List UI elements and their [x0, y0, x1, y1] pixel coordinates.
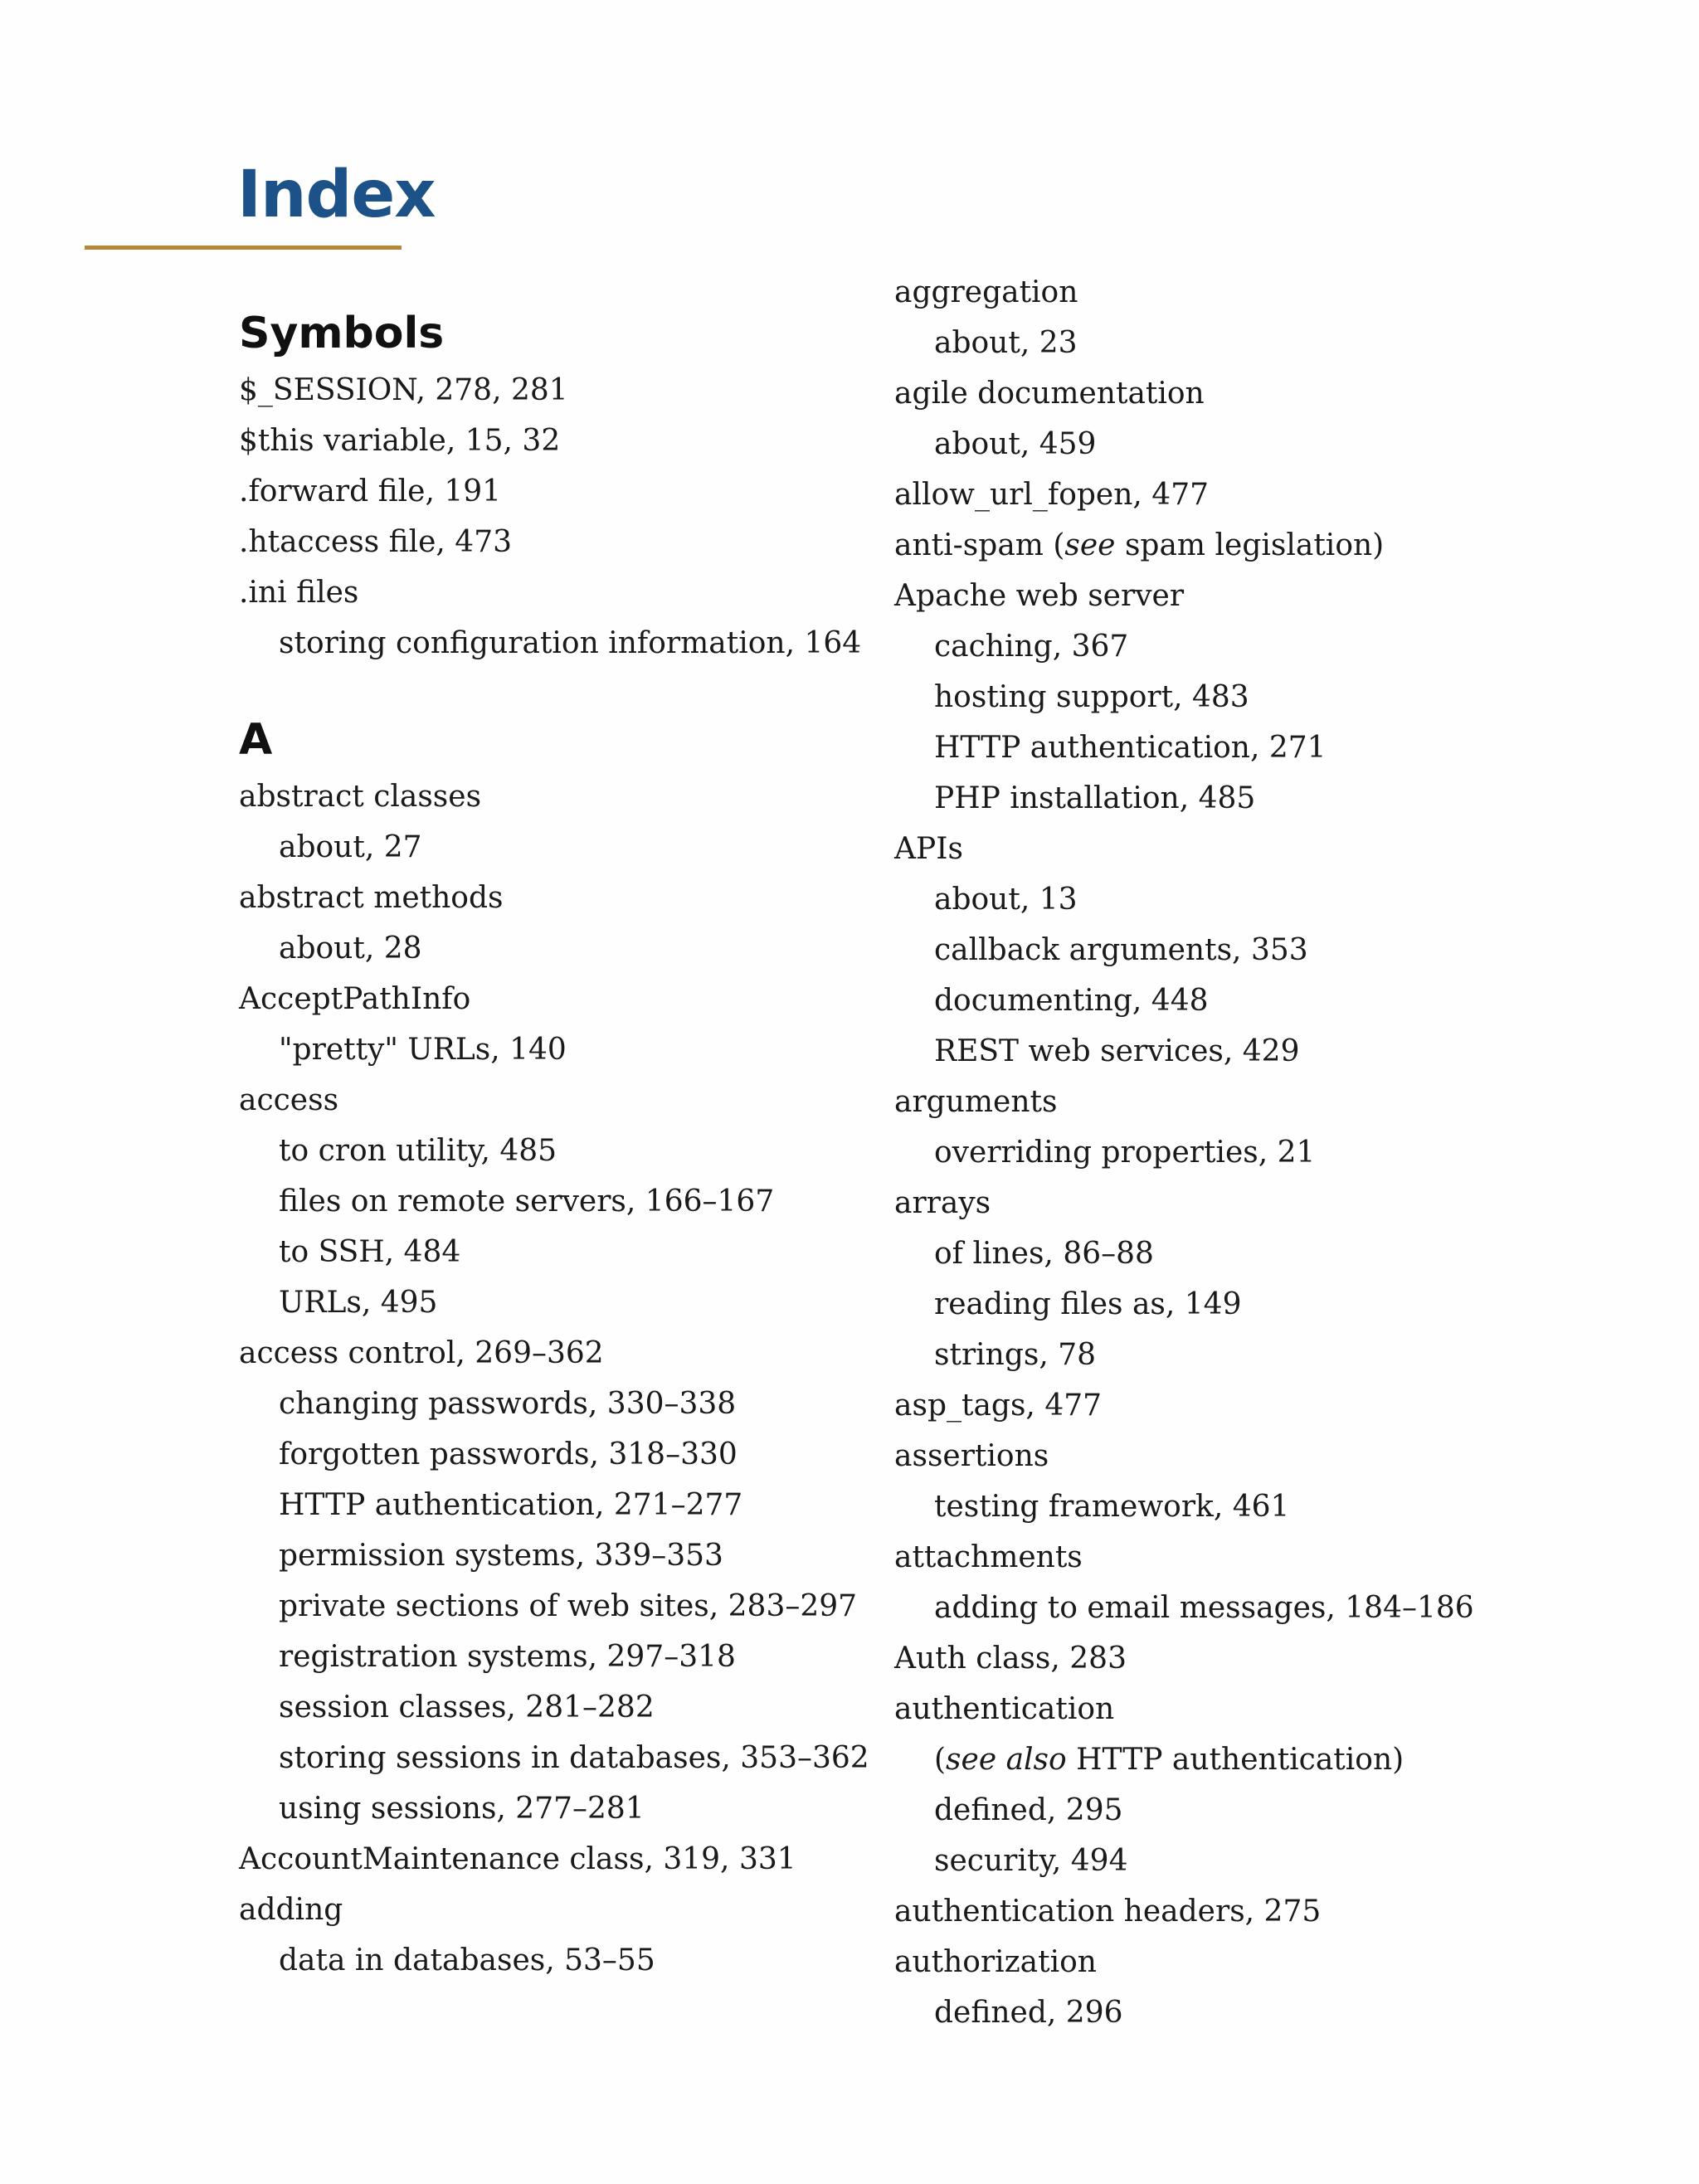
- index-entry: [894, 1077, 1474, 1127]
- entry-text: session classes, 281–282: [279, 1690, 655, 1724]
- entry-text: adding: [239, 1893, 343, 1927]
- entry-text: arguments: [894, 1085, 1058, 1119]
- entry-text: attachments: [894, 1540, 1083, 1574]
- index-subentry: [239, 1682, 869, 1733]
- entry-text: access control, 269–362: [239, 1336, 604, 1370]
- index-subentry: [894, 722, 1474, 773]
- index-subentry: [239, 1176, 869, 1227]
- entry-text: abstract methods: [239, 881, 504, 915]
- entry-text: AcceptPathInfo: [239, 982, 471, 1016]
- entry-text: permission systems, 339–353: [279, 1539, 723, 1573]
- index-entry: [894, 1937, 1474, 1987]
- index-entry: [894, 368, 1474, 419]
- entry-text: using sessions, 277–281: [279, 1792, 645, 1826]
- entry-text: about, 27: [279, 830, 422, 864]
- index-subentry: [894, 1583, 1474, 1633]
- index-entry: [894, 1380, 1474, 1431]
- index-subentry: [239, 1379, 869, 1429]
- index-subentry: [894, 1836, 1474, 1886]
- entry-text: arrays: [894, 1186, 991, 1220]
- entry-text: callback arguments, 353: [934, 933, 1308, 967]
- entry-text: private sections of web sites, 283–297: [279, 1589, 858, 1623]
- index-subentry: [894, 318, 1474, 368]
- entry-text: "pretty" URLs, 140: [279, 1033, 567, 1067]
- entry-text: HTTP authentication, 271: [934, 731, 1327, 765]
- index-entry: [239, 416, 869, 466]
- section-heading: Symbols: [239, 309, 445, 358]
- index-entry: [239, 974, 869, 1024]
- entry-text: forgotten passwords, 318–330: [279, 1437, 738, 1471]
- index-entry: [894, 1431, 1474, 1481]
- entry-text: to SSH, 484: [279, 1235, 461, 1269]
- entry-text: security, 494: [934, 1844, 1128, 1878]
- index-subentry: [894, 1026, 1474, 1077]
- index-subentry: [239, 1935, 869, 1986]
- index-subentry: [239, 1024, 869, 1075]
- entry-text: .htaccess file, 473: [239, 525, 513, 559]
- entry-text: changing passwords, 330–338: [279, 1387, 737, 1421]
- index-subentry: [894, 925, 1474, 975]
- index-subentry: [894, 1987, 1474, 2038]
- index-subentry: [894, 874, 1474, 925]
- entry-text: authentication: [894, 1692, 1115, 1726]
- index-subentry: [239, 1733, 869, 1783]
- index-subentry: [239, 1227, 869, 1277]
- entry-text: authentication headers, 275: [894, 1895, 1322, 1929]
- index-entry: [239, 517, 869, 567]
- entry-text: asp_tags, 477: [894, 1389, 1103, 1423]
- entry-text: $this variable, 15, 32: [239, 424, 561, 458]
- entry-text: to cron utility, 485: [279, 1134, 557, 1168]
- entry-text: abstract classes: [239, 780, 482, 814]
- entry-cross-reference: see: [1064, 528, 1116, 562]
- index-subentry: [894, 621, 1474, 672]
- index-entry: [894, 520, 1474, 571]
- entry-text: overriding properties, 21: [934, 1136, 1316, 1170]
- index-entry: [894, 267, 1474, 318]
- index-subentry: [894, 1785, 1474, 1836]
- entry-text-after: HTTP authentication): [1066, 1743, 1404, 1777]
- index-entry: [239, 466, 869, 517]
- index-subentry: [239, 618, 869, 669]
- index-entry: [239, 365, 869, 416]
- entry-text: adding to email messages, 184–186: [934, 1591, 1474, 1625]
- index-subentry: [239, 1632, 869, 1682]
- entry-text: about, 23: [934, 326, 1078, 360]
- entry-text: .ini files: [239, 576, 359, 610]
- entry-text: files on remote servers, 166–167: [279, 1184, 775, 1218]
- index-subentry: [894, 1127, 1474, 1178]
- entry-text: anti-spam (: [894, 528, 1065, 562]
- entry-text: testing framework, 461: [934, 1490, 1290, 1524]
- index-entry: [894, 1886, 1474, 1937]
- entry-text: HTTP authentication, 271–277: [279, 1488, 743, 1522]
- index-subentry: [894, 1330, 1474, 1380]
- entry-text: about, 13: [934, 883, 1078, 917]
- entry-text: storing sessions in databases, 353–362: [279, 1741, 869, 1775]
- index-entry: [239, 873, 869, 923]
- entry-text: about, 28: [279, 931, 422, 966]
- index-entry: [894, 469, 1474, 520]
- entry-text: about, 459: [934, 427, 1097, 461]
- entry-text: $_SESSION, 278, 281: [239, 373, 568, 407]
- entry-text: Apache web server: [894, 579, 1185, 613]
- index-subentry: [239, 822, 869, 873]
- entry-text: Auth class, 283: [894, 1642, 1127, 1676]
- right-column: [894, 267, 1474, 2038]
- index-entry: [239, 1328, 869, 1379]
- index-subentry: [239, 1530, 869, 1581]
- entry-text: documenting, 448: [934, 984, 1209, 1018]
- entry-text: access: [239, 1083, 339, 1117]
- entry-text: data in databases, 53–55: [279, 1943, 655, 1977]
- entry-text: REST web services, 429: [934, 1034, 1300, 1068]
- entry-text: reading files as, 149: [934, 1287, 1242, 1321]
- index-subentry: [239, 1581, 869, 1632]
- entry-text: registration systems, 297–318: [279, 1640, 736, 1674]
- index-entry: [239, 567, 869, 618]
- index-entry: [894, 1178, 1474, 1228]
- left-column: [239, 295, 869, 1986]
- title-underline: [85, 246, 402, 250]
- index-subentry: [894, 419, 1474, 469]
- index-entry: [239, 1075, 869, 1126]
- index-entry: [894, 824, 1474, 874]
- index-entry: [239, 1834, 869, 1885]
- section-heading: A: [239, 715, 273, 765]
- entry-text: (: [934, 1743, 947, 1777]
- entry-text: assertions: [894, 1439, 1049, 1473]
- entry-text: aggregation: [894, 275, 1078, 309]
- entry-text: storing configuration information, 164: [279, 626, 862, 660]
- index-subentry: [894, 773, 1474, 824]
- entry-text: of lines, 86–88: [934, 1237, 1154, 1271]
- index-subentry: [239, 1277, 869, 1328]
- index-subentry: [239, 1783, 869, 1834]
- index-entry: [894, 1684, 1474, 1734]
- entry-text-after: spam legislation): [1115, 528, 1385, 562]
- index-subentry: [894, 1481, 1474, 1532]
- index-subentry: [239, 923, 869, 974]
- entry-text: agile documentation: [894, 377, 1205, 411]
- index-entry: [239, 1885, 869, 1935]
- entry-text: defined, 296: [934, 1996, 1123, 2030]
- entry-cross-reference: see also: [946, 1743, 1067, 1777]
- index-subentry: [239, 1126, 869, 1176]
- index-subentry: [894, 1228, 1474, 1279]
- entry-text: AccountMaintenance class, 319, 331: [239, 1842, 796, 1876]
- entry-text: allow_url_fopen, 477: [894, 478, 1210, 512]
- index-subentry: [239, 1480, 869, 1530]
- entry-text: .forward file, 191: [239, 474, 502, 508]
- index-subentry: [894, 975, 1474, 1026]
- page-title: Index: [237, 158, 436, 232]
- index-subentry: [894, 1734, 1474, 1785]
- index-entry: [894, 1633, 1474, 1684]
- index-subentry: [894, 672, 1474, 722]
- entry-text: hosting support, 483: [934, 680, 1249, 714]
- index-subentry: [239, 1429, 869, 1480]
- entry-text: APIs: [894, 832, 963, 866]
- entry-text: caching, 367: [934, 630, 1129, 664]
- index-subentry: [894, 1279, 1474, 1330]
- index-entry: [894, 571, 1474, 621]
- entry-text: authorization: [894, 1945, 1097, 1979]
- index-entry: [239, 771, 869, 822]
- index-entry: [894, 1532, 1474, 1583]
- entry-text: PHP installation, 485: [934, 781, 1256, 815]
- entry-text: defined, 295: [934, 1793, 1123, 1827]
- entry-text: URLs, 495: [279, 1286, 438, 1320]
- entry-text: strings, 78: [934, 1338, 1097, 1372]
